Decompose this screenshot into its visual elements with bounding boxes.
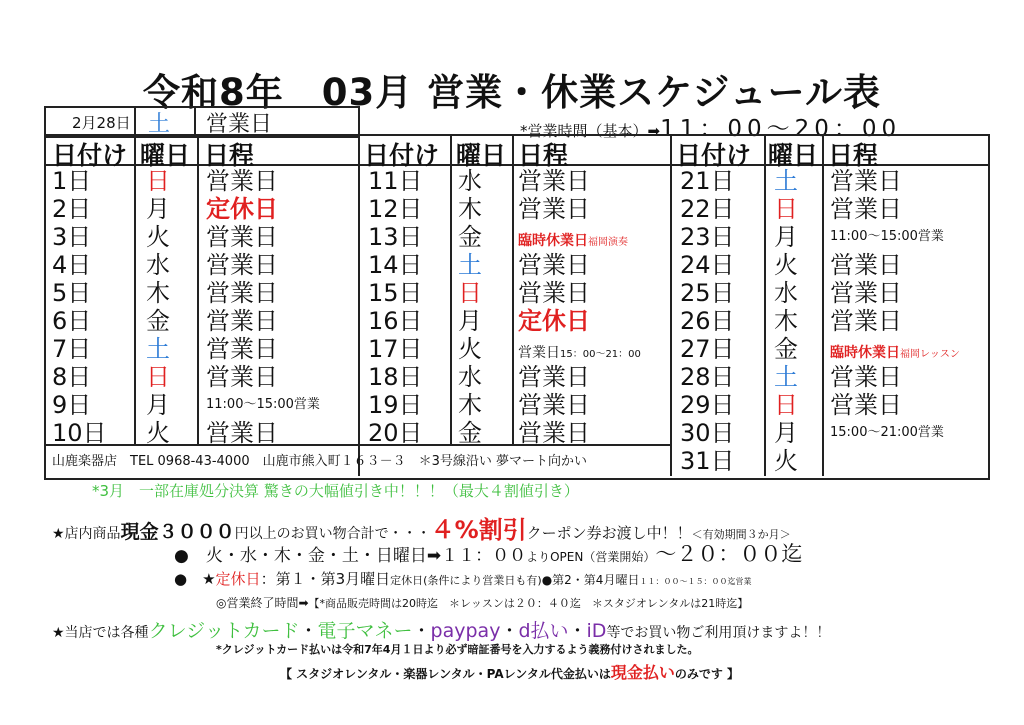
row-date: 24日 bbox=[680, 251, 735, 279]
row-date: 7日 bbox=[52, 335, 92, 363]
row-weekday: 日 bbox=[146, 167, 170, 195]
row-weekday: 水 bbox=[774, 279, 798, 307]
row-weekday: 金 bbox=[774, 335, 798, 363]
row-date: 15日 bbox=[368, 279, 423, 307]
row-date: 16日 bbox=[368, 307, 423, 335]
row-schedule: 11:00～15:00営業 bbox=[206, 397, 320, 412]
closed-days: ：第１・第3月曜日 bbox=[260, 570, 391, 588]
row-weekday: 金 bbox=[146, 307, 170, 335]
payment-prefix: ★当店では各種 bbox=[52, 625, 149, 641]
row-schedule: 定休日 bbox=[206, 195, 278, 223]
payment-credit: クレジットカード bbox=[148, 620, 300, 642]
coupon-discount: ４%割引 bbox=[430, 516, 527, 544]
row-date: 3日 bbox=[52, 223, 92, 251]
coupon-mid: 円以上のお買い物合計で・・・ bbox=[234, 526, 431, 542]
closed-note bbox=[174, 568, 751, 589]
row-weekday: 日 bbox=[774, 391, 798, 419]
open-label: よりOPEN（営業開始） bbox=[526, 550, 656, 564]
header-weekday-1: 曜日 bbox=[140, 141, 191, 170]
row-schedule: 営業日 bbox=[206, 279, 278, 307]
header-schedule-2: 日程 bbox=[518, 141, 569, 170]
row-schedule: 営業日 bbox=[830, 251, 902, 279]
prev-day-weekday: 土 bbox=[148, 112, 171, 137]
short-days: ●第2・第4月曜日 bbox=[541, 573, 640, 587]
rental-cash: 現金払い bbox=[610, 663, 675, 682]
row-date: 29日 bbox=[680, 391, 735, 419]
row-schedule: 臨時休業日福岡レッスン bbox=[830, 345, 960, 361]
row-weekday: 火 bbox=[458, 335, 482, 363]
row-schedule: 営業日 bbox=[830, 307, 902, 335]
row-weekday: 日 bbox=[458, 279, 482, 307]
payment-note bbox=[52, 616, 830, 643]
row-date: 14日 bbox=[368, 251, 423, 279]
row-schedule: 15:00～21:00営業 bbox=[830, 425, 944, 440]
end-time-detail: 【*商品販売時間は20時迄 ＊レッスンは２０：４０迄 ＊スタジオレンタルは21時迄】 bbox=[308, 597, 749, 610]
row-schedule: 営業日 bbox=[830, 391, 902, 419]
row-schedule: 営業日 bbox=[518, 279, 590, 307]
row-weekday: 水 bbox=[458, 363, 482, 391]
row-schedule: 営業日 bbox=[206, 419, 278, 447]
page-title: 令和8年 03月 営業・休業スケジュール表 bbox=[143, 71, 881, 114]
row-schedule: 営業日 bbox=[518, 251, 590, 279]
row-date: 11日 bbox=[368, 167, 423, 195]
payment-d: d払い bbox=[518, 620, 569, 642]
row-date: 31日 bbox=[680, 447, 735, 475]
rental-note bbox=[280, 660, 739, 683]
row-schedule: 営業日 bbox=[206, 251, 278, 279]
row-schedule: 営業日 bbox=[206, 307, 278, 335]
header-schedule-1: 日程 bbox=[204, 141, 255, 170]
row-weekday: 土 bbox=[458, 251, 482, 279]
row-weekday: 月 bbox=[146, 391, 170, 419]
row-date: 5日 bbox=[52, 279, 92, 307]
open-note bbox=[174, 538, 802, 568]
row-date: 1日 bbox=[52, 167, 92, 195]
pin-note: *クレジットカード払いは令和7年4月１日より必ず暗証番号を入力するよう義務付けされました。 bbox=[216, 643, 699, 656]
header-date-3: 日付け bbox=[676, 141, 752, 170]
prev-day-status: 営業日 bbox=[206, 112, 273, 137]
end-time-label: ◎営業終了時間➡ bbox=[216, 596, 309, 610]
store-info: 山鹿楽器店 TEL 0968-43-4000 山鹿市熊入町１６３－３ ＊3号線沿い 夢マート向かい bbox=[52, 454, 588, 469]
row-schedule: 営業日 bbox=[518, 363, 590, 391]
open-days: ● 火・水・木・金・土・日曜日➡１１：００ bbox=[174, 546, 527, 566]
coupon-suffix: クーポン券お渡し中！！ bbox=[526, 524, 692, 542]
row-schedule: 営業日 bbox=[206, 223, 278, 251]
row-date: 22日 bbox=[680, 195, 735, 223]
row-date: 17日 bbox=[368, 335, 423, 363]
row-date: 6日 bbox=[52, 307, 92, 335]
row-date: 4日 bbox=[52, 251, 92, 279]
row-weekday: 木 bbox=[458, 195, 482, 223]
payment-sep-4: ・ bbox=[568, 621, 587, 642]
row-date: 27日 bbox=[680, 335, 735, 363]
row-schedule: 営業日 bbox=[518, 419, 590, 447]
row-schedule: 営業日 bbox=[830, 279, 902, 307]
header-date-1: 日付け bbox=[52, 141, 128, 170]
coupon-validity: ＜有効期間３か月＞ bbox=[691, 528, 791, 541]
row-weekday: 金 bbox=[458, 419, 482, 447]
row-schedule: 11:00～15:00営業 bbox=[830, 229, 944, 244]
row-date: 10日 bbox=[52, 419, 107, 447]
row-schedule: 営業日15：00～21：00 bbox=[518, 345, 641, 361]
payment-suffix: 等でお買い物ご利用頂けますよ！！ bbox=[606, 625, 831, 641]
row-schedule: 営業日 bbox=[206, 335, 278, 363]
prev-day-date: 2月28日 bbox=[72, 114, 131, 132]
payment-emoney: 電子マネー bbox=[317, 620, 413, 642]
row-weekday: 月 bbox=[146, 195, 170, 223]
row-date: 23日 bbox=[680, 223, 735, 251]
row-weekday: 月 bbox=[774, 223, 798, 251]
row-date: 19日 bbox=[368, 391, 423, 419]
row-date: 30日 bbox=[680, 419, 735, 447]
row-schedule: 定休日 bbox=[518, 307, 590, 335]
closed-condition: 定休日(条件により営業日も有) bbox=[390, 574, 542, 587]
row-weekday: 土 bbox=[774, 363, 798, 391]
row-weekday: 土 bbox=[146, 335, 170, 363]
row-schedule: 営業日 bbox=[830, 195, 902, 223]
hours-value: 11：00～20：00 bbox=[660, 116, 902, 142]
row-weekday: 火 bbox=[146, 223, 170, 251]
payment-paypay: paypay bbox=[430, 620, 501, 642]
hours-label: *営業時間（基本）➡ bbox=[520, 122, 661, 140]
row-weekday: 水 bbox=[458, 167, 482, 195]
row-weekday: 日 bbox=[146, 363, 170, 391]
row-weekday: 木 bbox=[774, 307, 798, 335]
header-weekday-3: 曜日 bbox=[768, 141, 819, 170]
row-weekday: 木 bbox=[146, 279, 170, 307]
payment-id: iD bbox=[586, 620, 607, 642]
row-date: 2日 bbox=[52, 195, 92, 223]
coupon-prefix: ★店内商品 bbox=[52, 526, 121, 542]
row-schedule: 営業日 bbox=[830, 363, 902, 391]
row-date: 28日 bbox=[680, 363, 735, 391]
row-schedule: 営業日 bbox=[518, 391, 590, 419]
end-time-note bbox=[216, 594, 748, 611]
row-schedule: 営業日 bbox=[518, 167, 590, 195]
row-date: 25日 bbox=[680, 279, 735, 307]
header-weekday-2: 曜日 bbox=[456, 141, 507, 170]
row-weekday: 金 bbox=[458, 223, 482, 251]
closed-label: 定休日 bbox=[215, 570, 261, 588]
sale-note: *3月 一部在庫処分決算 驚きの大幅値引き中！！！（最大４割値引き） bbox=[92, 482, 579, 500]
row-date: 18日 bbox=[368, 363, 423, 391]
row-weekday: 火 bbox=[774, 447, 798, 475]
row-date: 20日 bbox=[368, 419, 423, 447]
open-until: ～２０：００迄 bbox=[655, 542, 803, 566]
row-weekday: 月 bbox=[458, 307, 482, 335]
row-date: 13日 bbox=[368, 223, 423, 251]
row-schedule: 営業日 bbox=[206, 363, 278, 391]
row-schedule: 営業日 bbox=[206, 167, 278, 195]
rental-suffix: のみです 】 bbox=[674, 667, 740, 681]
row-weekday: 土 bbox=[774, 167, 798, 195]
row-date: 9日 bbox=[52, 391, 92, 419]
row-date: 21日 bbox=[680, 167, 735, 195]
payment-sep-1: ・ bbox=[299, 621, 318, 642]
coupon-cash: 現金３０００ bbox=[120, 521, 235, 543]
header-date-2: 日付け bbox=[364, 141, 440, 170]
row-schedule: 臨時休業日福岡演奏 bbox=[518, 233, 628, 249]
row-schedule: 営業日 bbox=[518, 195, 590, 223]
row-date: 26日 bbox=[680, 307, 735, 335]
short-hours: １１：００～１５：００迄営業 bbox=[639, 577, 752, 586]
row-weekday: 火 bbox=[146, 419, 170, 447]
row-date: 12日 bbox=[368, 195, 423, 223]
row-date: 8日 bbox=[52, 363, 92, 391]
payment-sep-2: ・ bbox=[412, 621, 431, 642]
row-weekday: 日 bbox=[774, 195, 798, 223]
row-weekday: 水 bbox=[146, 251, 170, 279]
row-weekday: 火 bbox=[774, 251, 798, 279]
header-schedule-3: 日程 bbox=[828, 141, 879, 170]
row-weekday: 木 bbox=[458, 391, 482, 419]
row-weekday: 月 bbox=[774, 419, 798, 447]
payment-sep-3: ・ bbox=[500, 621, 519, 642]
rental-prefix: 【 スタジオレンタル・楽器レンタル・PAレンタル代金払いは bbox=[280, 667, 611, 681]
row-schedule: 営業日 bbox=[830, 167, 902, 195]
closed-bullet: ● ★ bbox=[174, 570, 216, 588]
